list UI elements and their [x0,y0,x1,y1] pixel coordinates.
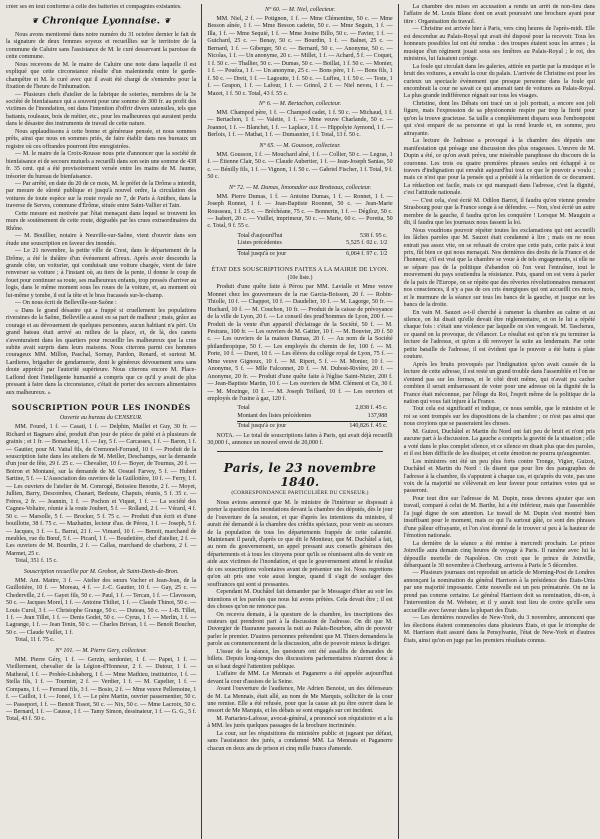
total-value: 137,988 [367,412,388,419]
etat-subtitle: (10e liste.) [287,275,313,282]
paris-body [207,500,392,753]
article-paragraph: Nous voudrions pouvoir répéter toutes les exclamations qui ont accueilli les lâches paroles que M. Sauzet était condamné à lire ; mais on ne nous entrait pas assez vite, on se refusait de croire que cette paix, cette paix à tout prix, fût bien ce qui nous menaçait. Nos dernières des droits de la France et de l'honneur, s'il est vrai que la chambre se voue à de tels engagements, si elle ne se sépare pas de la politique d'abandon où l'on veut l'entraîner, tout le mouvement du pays soutiendra la résistance. Puis, quand on est venu à parler de la paix de l'Europe, on se répète que des rêveries révolutionnaires menacent nos consciences, il n'y a pas de ces cris énergiques qui ont accueilli ces mots, et le murmure de la séance sur tous les bancs de la gauche, et jusque sur les bancs de la droite. [403,227,595,309]
etat-title: ÉTAT DES SOUSCRIPTIONS FAITES A LA MAIRIE DE LYON. [211,266,389,274]
total-label: Total jusqu'à ce jour [237,250,287,257]
article-paragraph: Christine, dont les Débats ont tracé un si joli portrait, a encore son joli figure, mais l'expression de sa physionomie respire par trop la fierté pour qu'on la trouve gracieuse. Sa taille a complètement disparu sous l'embonpoint qui s'est emparé de sa personne et qui la rend lourde et, en somme, peu attrayante. [403,100,595,137]
etat-paragraph: Produit d'une quête faite à Pérou par MM. Lavialle et Mme veuve Monnet chez les gouverneurs de la rue Garcia-Boisson, 20 f. — Robin-Thiolle, 10 f. — Chappot, 10 f. — Daudelier, 10 f. — M. Lagorge, 50 fr. — Huchard, 10 f. — M. Couchon, 10 fr. — Produit de la caisse de prévoyance de la ville de Lyon, 20 f. — Le conseil des prud'hommes de Lyon, 200 f. — Produit de la vente d'un appareil d'éclairage de la Société, 50 f. — M. Pestrans, 100 fr. — Les ouvriers de M. Gattier, 10 f. — M. Bouvier, 20 f. 50 c. — Les ouvriers de la maison Dumas, 20 f. — Au nom de la Société philanthropique, 50 f. — Les employés du chemin de fer, 100 f. — M. Porte, 10 f. — Duret, 10 f. — Les élèves du collège royal de Lyon, 75 f. — Mme veuve Gignoux, 10 f. — M. Ripert, 5 f. — M. Monier, 10 f. — Anonyme, 5 f. — Mlle Falconnet, 20 f. — M. Dubost-Rivière, 20 f. — Anonyme, 20 fr. — Produit d'une quête faite à l'église Saint-Nizier, 200 f. — Jean-Baptiste Martin, 10 f. — Les ouvriers de MM. Clément et Ce, 30 f. — M. Mozinge, 10 f. — M. Joseph Teillard, 10 f. — Les ouvriers et employés de l'usine à gaz, 120 f. [207,284,393,403]
total-label: Total d'aujourd'hui [237,232,283,239]
chronique-paragraph: — M. Bouillier, notaire à Neuville-sur-Saône, vient d'ouvrir dans son étude une souscription en faveur des inondés. [6,233,197,247]
no65-title [207,142,392,150]
paris-paragraph: Avant l'ouverture de l'audience, Me Adrien Benoist, un des défenseurs de M. La Mennais, était allé, au nom de Me Marquis, solliciter de la cour une remise. Elle a été refusée, pour que la cause ait pu être ouvrir dans le ressort de Me Marquis, et les débats se sont engagés sur cet incident. [207,686,393,715]
no101-paragraph: MM. Pierre Géry, 1 f. — Gerzin, serdonier, 1 f. — Papet, 1 f. — Vieillerment, chevalier de la Légion-d'Honneur, 2 f. — Dutour, 1 f. — Matheral, 1 f. — Prohée-Lishaberg, 1 f. — Mme Mathieu, institutrice, 1 f. — Stella fils, 1 f. — Tournier, 2 f. — Verdier, 1 f. — M. Capelier, 1 f. — Compans, 1 f. — Ferrand fils, 3 f. — Bosio, 2 f. — Mme veuve Pellemoine, 1 f. — Caillot, 1 f. — Joneé, 1 f. — Le père Martin, ouvrier passementier, 50 c. — Passeport, 1 f. — Benoit Tissot, 50 c. — Nix, 50 c. — Mme Lacroix, 50 c. — Bernard, 1 f. — Causse, 1 f. — Tamy Simon, dessinateur, 1 f. — G. G., 5 f. Total, 43 f. 50 c. [6,656,197,723]
etat-previous [237,413,387,420]
total-previous [237,240,387,247]
souscription-title: SOUSCRIPTION POUR LES INONDÉS [11,403,191,413]
article-paragraph: Les ministres ont été un peu plus forts contre Tronge, Vigier, Guizot, Duchâtel et Martin du Nord : ils disent que pour lire des paragraphes de l'adresse à la chambre, ils s'appuient à chaque cas, et qu'après du vote, pas une voix de la majorité ne s'élèverait en leur faveur pour certaines votes qui se passeront. [403,458,595,495]
article-paragraph: La lecture de l'adresse a provoqué à la chambre des députés une manifestation qui présage une discussion des plus orageuses. L'œuvre de M. Dupin a été, ce qu'on avait prévu, une misérable paraphrase du discours de la couronne. Les trois ou quatre premières phrases seules ont échappé à ce travers d'indignation qui envahit aujourd'hui tout ce que le pouvoir a voulu ; mais ce n'est que pour la pensée qui a présidé à la rédaction de ce document. La rédaction est facile, mais ce qui manquait dans l'adresse, c'est la dignité, c'est l'attitude nationale. [403,138,595,197]
ornament-right-icon: ❦ [164,16,171,26]
chronique-paragraph: — Le 21 novembre, la petite ville de Crest, dans le département de la Drôme, a été le théâtre d'un événement affreux. Après avoir descendu la grande côte, un voiturier, qui conduisait une voiture chargée, vient de faire renverser sa voiture ; à l'instant où, au tiers de la pente, il donne le coup de fouet pour continuer sa route, ses malheureux enfants, trop pressés d'arriver au logis, dans le même moment sous les roues de la voiture, et, au moment où lui-même y tombe, il eut la tête et le bras fracassés sur-le-champ. [6,248,197,299]
article-paragraph: Pour tout dire sur l'adresse de M. Dupin, nous devons ajouter que son travail, comparé à celui de M. Barthe, lui a été inférieur, mais que l'assemblée l'a jugé digne de son attention. Le travail de M. Dupin s'est montré bien insuffisant pour le moment, mais ce qui l'a surtout gâté, ce sont des phrases d'une pâleur effrayante, et l'on s'est étonné de le trouver si peu à la hauteur de l'émotion nationale. [403,495,595,540]
article-paragraph: M. Guizot, Duchâtel et Martin du Nord ont fait peu de bruit et n'ont pris aucune part à la discussion. La gauche a compris la gravité de la situation ; elle a voté dans le plus complet silence, et ce silence en disait plus que des paroles, et il est bien difficile de les dissiper, et cette émotion ne pourra qu'augmenter. [403,428,595,458]
no72-paragraph: MM. Pierre Dumas, 1 f. — Antoine Dumas, 1 f. — Ronnet, 1 f. — Joseph Ronnet, 1 f. — Jean-Baptiste Roonnet, 50 c. — Jean-Marie Rousseau, 1 f. 25 c. — Bréchéane, 75 c. — Bonnerin, 1 f. — Dégiloz, 50 c. — Isabert, 20 c. — Vuillet, imprimeur, 50 c. — Marie, 60 c. — Poretta, 50 c. Total, 9 f. 55 c. [207,193,393,230]
section-rule [217,451,382,452]
paris-paragraph: L'affaire de MM. Le Mennais et Paganerre a été appelée aujourd'hui devant la cour d'assises de la Seine. [207,671,393,685]
souscription2-paragraph: Total, 11 f. 75 c. [15,637,55,644]
chronique-lyonnaise-title [6,15,196,28]
article-paragraph: — Christine est arrivée hier à Paris, vers cinq heures de l'après-midi. Elle est descendue au Palais-Royal qui avait été disposé pour la recevoir. Tous les honneurs possibles lui ont été rendus : des troupes étaient sous les armes ; la musique d'un régiment jouait sous ses fenêtres au Palais-Royal ; le roi, des ministres, lui faisaient cortège. [403,26,595,63]
no65-paragraph: MM. Gousson, 1 f. — Mouchard aîné, 1 f. — Collier, 50 c. — Legras, 1 f. — Étienne Clair, 50 c. — Claude Aubertier, 1 f. — Jean-Joseph Sanias, 50 c. — Bénilly fils, 1 f. — Vignon, 1 f. 50 c. — Gabriel Fischer, 1 f. Total, 9 f. 50 c. [207,151,393,181]
ornament-left-icon: ❦ [31,16,39,26]
totals-box [237,233,387,258]
chronique-paragraph: — M. le maire de la Croix-Rousse nous prie d'annoncer que la société de bienfaisance et de secours mutuels a recueilli dans son sein une somme de 438 fr. 35 cent. qui a été provisoirement versée entre les mains de M. Jaume, trésorier du bureau de bienfaisance. [6,151,197,180]
souscription-body [6,424,196,566]
paris-correspondance: (CORRESPONDANCE PARTICULIÈRE DU CENSEUR.) [231,489,369,496]
chronique-paragraph: Nous avons mentionné dans notre numéro du 31 octobre dernier le fait de la signature de deux femmes soyeux et recueillies sur le territoire de la commune de Caluire sans l'assistance de M. le curé desservant la paroisse de cette commune. [6,31,197,61]
chronique-title-text: Chronique Lyonnaise. [42,15,161,27]
no6-title-text: N° 6. — M. Bertachon, collecteur. [258,100,342,107]
no72-title-text: N° 72. — M. Dumas, limonadier aux Brotteaux, collecteur. [228,184,372,191]
paris-paragraph: Cependant M. Duchâtel fait demander par le Messager d'hier au soir les intentions et les paroles que nous lui avons prêtées. Cela devait être ; il est des choses qu'on ne renonce pas. [207,589,393,611]
souscription-subtitle: Ouverte au bureau du CENSEUR. [59,415,143,422]
columns [6,4,595,839]
souscription2-paragraph: MM. Ant. Mattre, 3 f. — Atelier des sœurs Vacher et Jean-Jean, de la Guillotière, 10 f. — Moreau, 4 f. — J.-C. Gautier, 10 f. — Gay, 25 c. — Chederville, 2 f. — Gayet fils, 50 c. — Paul, 1 f. — Tercan, 1 f. — Clavosson, 50 c. — Jacques Morel, 1 f. — Antoine Thiliet, 1 f. — Claude Thinot, 50 c. — Louis Curol, 3 f. — Christophe Grange, 50 c. — Duteau, 50 c. — J.-B. Tillet, 1 f. — Jean Tillet, 1 f. — Denis Godet, 50 c. — Cyrus, 1 f. — Merlin, 1 f. — Lagrange, 1 f. — Jean Tenin, 50 c. — Charles Brivan, 1 f. — Benoît Boucher, 50 c. — Claude Vuillet, 1 f. [6,577,197,636]
no101-title [6,647,196,655]
total-label: Total [237,405,250,412]
no6-title [207,100,392,108]
paris-paragraph: On recevra demain, à la questure de la chambre, les inscriptions des orateurs qui prendront part à la discussion de l'adresse. On dit que M. Duvergier de Hauranne passera la nuit au Palais-Bourbon, afin de pouvoir parler le premier. D'autres personnes prétendent que M. Thiers demandera la parole au commencement de la discussion, afin de pouvoir mieux la diriger. [207,611,393,648]
article-paragraph: — Les dernières nouvelles de New-York, du 3 novembre, annoncent que les élections étaient commencées dans plusieurs États, et que le triomphe de M. Harrison était assuré dans la Pensylvanie, l'état de New-York et d'autres États, ainsi qu'on en juge par les premiers résultats connus. [403,615,595,644]
chronique-paragraph: — On nous écrit de Belleville-sur-Saône : [15,300,117,307]
chronique-paragraph: Nous applaudissons à cette bonne et généreuse pensée, et nous sommes prêts, ainsi que nous en sommes priés, de faire établir dans nos bureaux un registre où ces offrandes pourront être enregistrées. [6,128,197,150]
no60-title-text: N° 60. — M. Niel, collecteur. [264,7,336,13]
no6-paragraph: MM. Champod père, 1 f. — Champod cadet, 1 f. 50 c. — Michaud, 1 f. — Bertachon, 1 f. — Valette, 1 f. — Mme veuve Charlande, 50 c. — Joannot, 1 f. — Blanchet, 1 f. — Laplace, 1 f. — Hippolyte Aymond, 1 f. — Berlois, 1 f. — Mathat, 1 f. — Dumasnier, 1 f. Total, 13 f. 50 c. [207,109,393,139]
total-value: 140,826 f. 45 c. [349,423,388,430]
total-label: Listes précédentes [237,240,282,247]
etat-nota: NOTA. — Le total de souscriptions faites à Paris, qui avait déjà recueilli 30,000 f., annonce un nouvel envoi de 20,000 f. [207,432,393,447]
etat-total [237,405,387,412]
etat-totals-box [237,405,387,430]
chronique-paragraph: Nous recevons de M. le maire de Caluire une note dans laquelle il est expliqué que cette circonstance résulte d'un malentendu entre le garde-champêtre et M. le curé avec qui il avait été chargé de s'entendre pour la fixation de l'heure de l'inhumation. [6,61,197,91]
chronique-paragraph: — Par arrêté, en date du 20 de ce mois, M. le préfet de la Drôme a interdit, par mesure de sûreté publique et jusqu'à nouvel ordre, la circulation des voitures de toute espèce sur la route royale no 7, de Paris à Antibes, dans la traverse de Serves, commune d'Érôme, située entre Saint-Vallier et Tain. [6,181,197,210]
no60-paragraph: MM. Niel, 2 f. — Potignon, 1 f. — Mme Clémentine, 50 c. — Mme Besson aînée, 1 f. — Mme Besson cadette, 50 c. — Mme Seguin, 1 f. — Illa, 1 f. — Mme Sequié, 1 f. — Mme Josine Billo, 50 c. — Favier, 1 f. — Guichard, 25 c. — Benay, 50 c. — Bourdin, 1 f. — Balnet, 25 c. — Bernard, 1 f. — Giberger, 50 c. — Bernard, 50 c. — Anonyme, 50 c. — Nicolas, 1 f. — Un anonyme, 20 c. — Millet, 1 f. — Achard, 5 f. — Coquet, 1 f. 50 c. — Thallier, 50 c. — Dumas, 50 c. — Boillat, 1 f. 50 c. — Monier, 1 f. — Pouéza, 1 f. — Un anonyme, 25 c. — Bons père, 1 f. — Bons fils, 1 f. 50 c. — Dreit, 1 f. — Lagoutte, 1 f. 50 c. — Luffeu, 1 f. 50 c. — Teste, 1 f. — Grapon, 1 f. — Lafour, 1 f. — Grinol, 2 f. — Niel neveu, 1 f. — Mazet, 1 f. 50 c. Total, 43 f. 55 c. [207,16,393,97]
col3-body [404,4,595,645]
paris-paragraph: Nous avions annoncé que M. le ministre de l'intérieur se disposait à porter la question des inondations devant la chambre des députés, dès le jour de l'ouverture de la session, et que d'après les intentions du ministre, il aurait été demandé à la chambre des crédits spéciaux, pour venir au secours de la population de tous les départements frappés de cette calamité. Maintenant il paraît, d'après ce que dit le Moniteur, que M. Duchâtel a fait, au nom du gouvernement, un appel pressant aux conseils généraux des départements et à tous les citoyens pour qu'ils se réunissent afin de venir en aide aux victimes de l'inondation, et que le gouvernement attend le résultat de ces souscriptions volontaires avant de présenter une loi. Nous regrettons qu'on ait pris une voie aussi longue, quand il s'agit de soulager des souffrances qui sont si pressantes. [207,499,393,588]
no65-title-text: N° 65. — M. Gousson, collecteur. [259,142,341,149]
article-paragraph: — C'est cela, s'est écrié M. Odilon Barrot, il faudra qu'on vienne prendre Strasbourg pour que la France songe à se défendre. — Non, s'est écrié un autre membre de la gauche, il faudra qu'on les conquière ! Lorsque M. Mauguin a dit, il faudra que les journaux nous fassent la loi. [403,197,595,227]
column-left [6,4,201,839]
souscription2-title-text: Souscription recueillie par M. Grobon, de Saint-Denis-de-Bron. [23,568,179,575]
article-paragraph: La dernière de la séance a été remise à mercredi prochain. Le prince Joinville aura demain cinq heures de voyage à Paris. Il ramène avec lui la dépouille mortelle de Napoléon. On croit que le prince de Joinville, débarquant le 30 novembre à Cherbourg, arrivera à Paris le 5 décembre. [403,540,595,569]
intro-paragraph: créer ses en tout conforme à celle des batteries et compagnies existantes. [6,4,182,10]
article-paragraph: Tout cela est significatif et indique, ce nous semble, que le ministre et le roi se sont trompés sur les dispositions de la chambre ; ce n'est pas ainsi que nous croyions que se passeraient les choses. [403,406,595,428]
article-paragraph: Après les bruits provoqués par l'indignation qu'on avait causée de la lecture de cette adresse, il est resté un grand trouble dans l'assemblée et l'on ne s'entend pas sur les formes, et le côté droit même, qui n'avait pu cacher combien il serait embarrassant de voter pour une adresse où la dignité de la France était méconnue, par l'éloge du Roi, l'esprit même de la politique de la nation qui vous fait injure à la France. [403,361,595,406]
paris-dateline: Paris, le 23 novembre 1840. [223,460,377,489]
total-value: 2,838 f. 45 c. [355,405,388,412]
article-paragraph: — Plusieurs journaux ont reproduit un article de Morning-Post de Londres annonçant la nomination du général Harrison à la présidence des États-Unis par une majorité imposante. Cette nouvelle est un peu prématurée. On ne la prend pas comme certaine. Le général Harrison doit sa nomination, dit-on, à l'intervention de M. Webster, et il y aurait tout lieu de croire qu'elle sera accueillie avec faveur dans la plupart des États. [403,570,595,614]
total-value: 538 f. 95 c. [359,232,388,239]
no72-title [207,184,392,192]
total-to-date [237,251,387,258]
article-paragraph: La foule qui circulait dans les galeries, attirée en partie par la musique et le bruit des voitures, a envahi la cour du palais. L'arrivée de Christine est pour les curieux un spectacle évènement que presque personne dans la foule qui encombrait la cour ne savait ce qui amenait tant de voitures au Palais-Royal. La plus grande indifférence régnait sur tous les visages. [403,63,595,100]
souscription-paragraph: Total, 351 f. 15 c. [15,558,58,565]
souscription2-title [6,568,196,576]
total-label: Total jusqu'à ce jour [237,423,287,430]
souscription2-body [6,578,196,645]
column-middle [202,4,397,839]
souscription-paragraph: MM. Fourel, 1 f. — Casati, 1 f. — Delphin, Maillet et Guy, 30 fr. — Richard et Bagnaro aîné, produit d'un jour de pièce de piété et à plusieurs de grainis ; et 1 fr. — Bonacheur, 1 f. — Jay, 5 f. — Carcasses, 1 f. — Baron, 1 f. — Gautier, pour M. Vattal fils, de Cremonel-Forrand, 10 f. — Produit de la souscription faite dans les ateliers de M. Meiller, Deschamps, sur la demande d'un jour de fête, 29 f. 25 c. — Chevalier, 10 f.— Boyer, de Tournus, 20 f. — Boiron et Montané, sur la demande de M. Oosuel Farvey, 5 f. — Hubert Sartine, 5 f. — L'Association des ouvriers de la Guillotière, 10 f. — Ferry, 1 f. — Les ouvriers de l'atelier de M. Comrogé, Boissieu Benotte, 2 f. — Moyet, Jullien, Barry, Descombes, Chanart, Bedoute, Chapuis, réunis, 5 f. 35 c. — Frères, 2 fr. — Jeannin, 1 f. — Pochon et Viquet, 1 f. — La société des Cagnes-Voltaire, réunie à la route Joubert, 5 f. — Rolland, 2 f. — Vérard, 4 f. 50 c. — Marsolle, 5 f. — Brocker, 5 f. 75 c. — Produit d'un écrit et d'une bouillotte, 38 f. 75 c. — Mazhatim, lecteur d'au. de Pérou, 1 f. — Joseph, 5 f. — Jacques, 3 f. — L. Barrat, 21 f. — Vimard, 10 f. — Benoit, marchand de meubles, rue du Bœuf, 5 f. — Picard, 1 f. — Boudetière, chef d'atelier, 2 f. — Les ouvriers de M. Bourdin, 2 f. — Callas, marchand de charbons, 2 f. — Marmet, 25 c. [6,424,197,557]
paris-paragraph: La cour, sur les réquisitions du ministère public et jugeant par défaut, sans l'assistance des jurés, a condamné MM. La Mennais et Paganerre chacun en deux ans de prison et cinq mille francs d'amende. [207,730,393,752]
chronique-paragraph: — Plusieurs chefs d'atelier de la fabrique de soieries, membres de la 3e société de bienfaisance qui a souvent pour une somme de 300 fr. au profit des victimes de l'inondation, ont dans l'intention d'offrir divers ustensiles, tels que battants, rouleaux, bois de métier, etc., pour les malheureux qui auraient perdu dans le désastre des instruments de travail de cette nature. [6,91,197,128]
article-paragraph: En vain M. Sauzet a-t-il cherché à ramener la chambre au calme et au silence, on lui disait qu'elle devait être réglementaire, et on le lui a répété chaque fois : c'était une violence par laquelle on s'en vengeait. M. Tascherau, ce quand on la provoque, de s'élancer. Le résultat est qu'on n'a pu terminer la lecture de l'adresse, et qu'on a dû renvoyer la suite au lendemain. Par cette petite bataille de l'adresse, il est évident que le pouvoir a été battu à plate couture. [403,309,595,361]
chronique-paragraph: « Dans le grand désastre qui a frappé si cruellement les populations riveraines de la Saône, Belleville a aussi eu sa part de malheur ; mais, grâce au courage et au dévouement de quelques personnes, aucun habitant n'a péri. Un grand bateau était arrivé au milieu de la place, et, de là, des canots s'aventuraient dans les quartiers pour recueillir les malheureux que la crue subite avait surpris dans leurs maisons. Nous citerons parmi ces hommes courageux MM. Millon, Paschal, Sornay, Pardon, Renard, et surtout M. Lardieres, brigadier de gendarmerie, dont le généreux dévouement sera sans doute apprécié par l'autorité supérieure. Nous citerons encore M. Place-Laflond dont l'intelligente humanité a compris que ce qu'il y avait de plus pressant à faire dans la circonstance, c'était de porter des secours alimentaires aux malheureux. » [6,307,197,396]
total-label: Montant des listes précédentes [237,412,312,419]
etat-to-date [237,423,387,430]
no101-title-text: N° 101. — M. Pierre Gery, collecteur. [55,647,147,654]
chronique-body [6,32,196,397]
column-right [399,4,595,839]
paris-paragraph: L'issue de la séance, les questeurs ont été assaillis de demandes de billets. Depuis long-temps des discussions parlementaires n'auront donc à un si haut degré l'attention publique. [207,648,393,670]
chronique-paragraph: Cette mesure est motivée par l'état menaçant dans lequel se trouvent les murs de soutènement de cette route, dégradés par les crues extraordinaires du Rhône. [6,210,197,232]
total-rule [237,249,387,250]
paris-paragraph: M. Partarieu-Lafosse, avocat-général, a prononcé son réquisitoire et a lu à MM. les jurés quelques passages de la brochure incriminée. [207,715,393,730]
no60-title [207,6,392,14]
total-value: 5,525 f. 02 c. 1/2 [346,240,388,247]
total-value: 6,064 f. 97 c. 1/2 [346,250,388,257]
article-paragraph: La chambre des mises en accusation a rendu un arrêt de non-lieu dans l'affaire de M. Louis Blanc dont on avait poursuivi une brochure ayant pour titre : Organisation du travail. [403,4,595,25]
